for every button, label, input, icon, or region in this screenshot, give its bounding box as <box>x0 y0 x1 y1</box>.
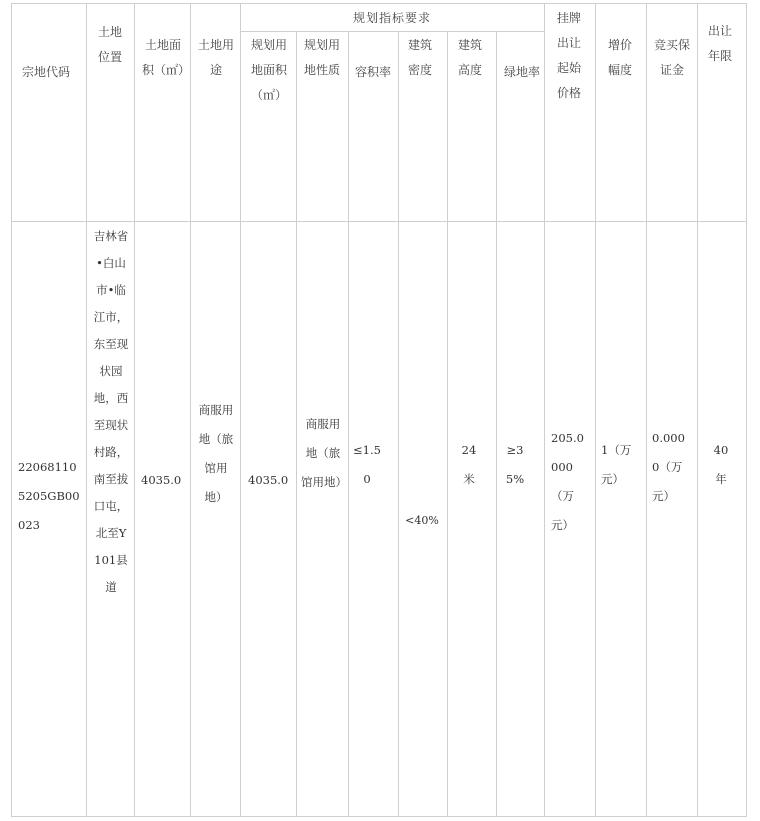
header-parcel-code: 宗地代码 <box>22 65 71 79</box>
cell-plot-ratio: ≤1.50 <box>353 443 381 486</box>
header-building-density: 建筑密度 <box>407 38 432 77</box>
header-green-ratio: 绿地率 <box>503 65 540 79</box>
header-building-height: 建筑高度 <box>457 38 482 77</box>
header-use: 土地用途 <box>198 38 235 77</box>
header-planned-nature: 规划用地性质 <box>303 38 340 77</box>
cell-area: 4035.0 <box>141 473 182 487</box>
cell-planned-nature: 商服用地（旅馆用地） <box>301 417 347 489</box>
header-area: 土地面积（㎡） <box>142 38 191 77</box>
header-term: 出让年限 <box>707 24 732 63</box>
cell-planned-area: 4035.0 <box>248 473 289 487</box>
cell-deposit: 0.0000（万元） <box>652 431 685 503</box>
cell-building-height: 24米 <box>461 443 477 486</box>
header-planning-group: 规划指标要求 <box>352 11 431 25</box>
cell-location: 吉林省•白山市•临江市，东至现状园地，西至现状村路，南至拔口屯，北至Y101县道 <box>93 229 129 594</box>
header-start-price: 挂牌出让起始价格 <box>556 11 581 100</box>
cell-parcel-code: 220681105205GB00023 <box>18 460 80 532</box>
cell-increment: 1（万元） <box>601 443 632 486</box>
header-deposit: 竞买保证金 <box>654 38 691 77</box>
cell-use: 商服用地（旅馆用地） <box>198 403 234 504</box>
header-increment: 增价幅度 <box>607 38 632 77</box>
cell-start-price: 205.0000（万元） <box>551 431 584 532</box>
cell-green-ratio: ≥35% <box>505 443 525 486</box>
header-location: 土地位置 <box>97 25 122 64</box>
header-planned-area: 规划用地面积（㎡） <box>250 38 287 102</box>
cell-building-density: <40% <box>405 514 439 527</box>
cell-term: 40年 <box>713 443 729 486</box>
header-plot-ratio: 容积率 <box>354 65 391 79</box>
